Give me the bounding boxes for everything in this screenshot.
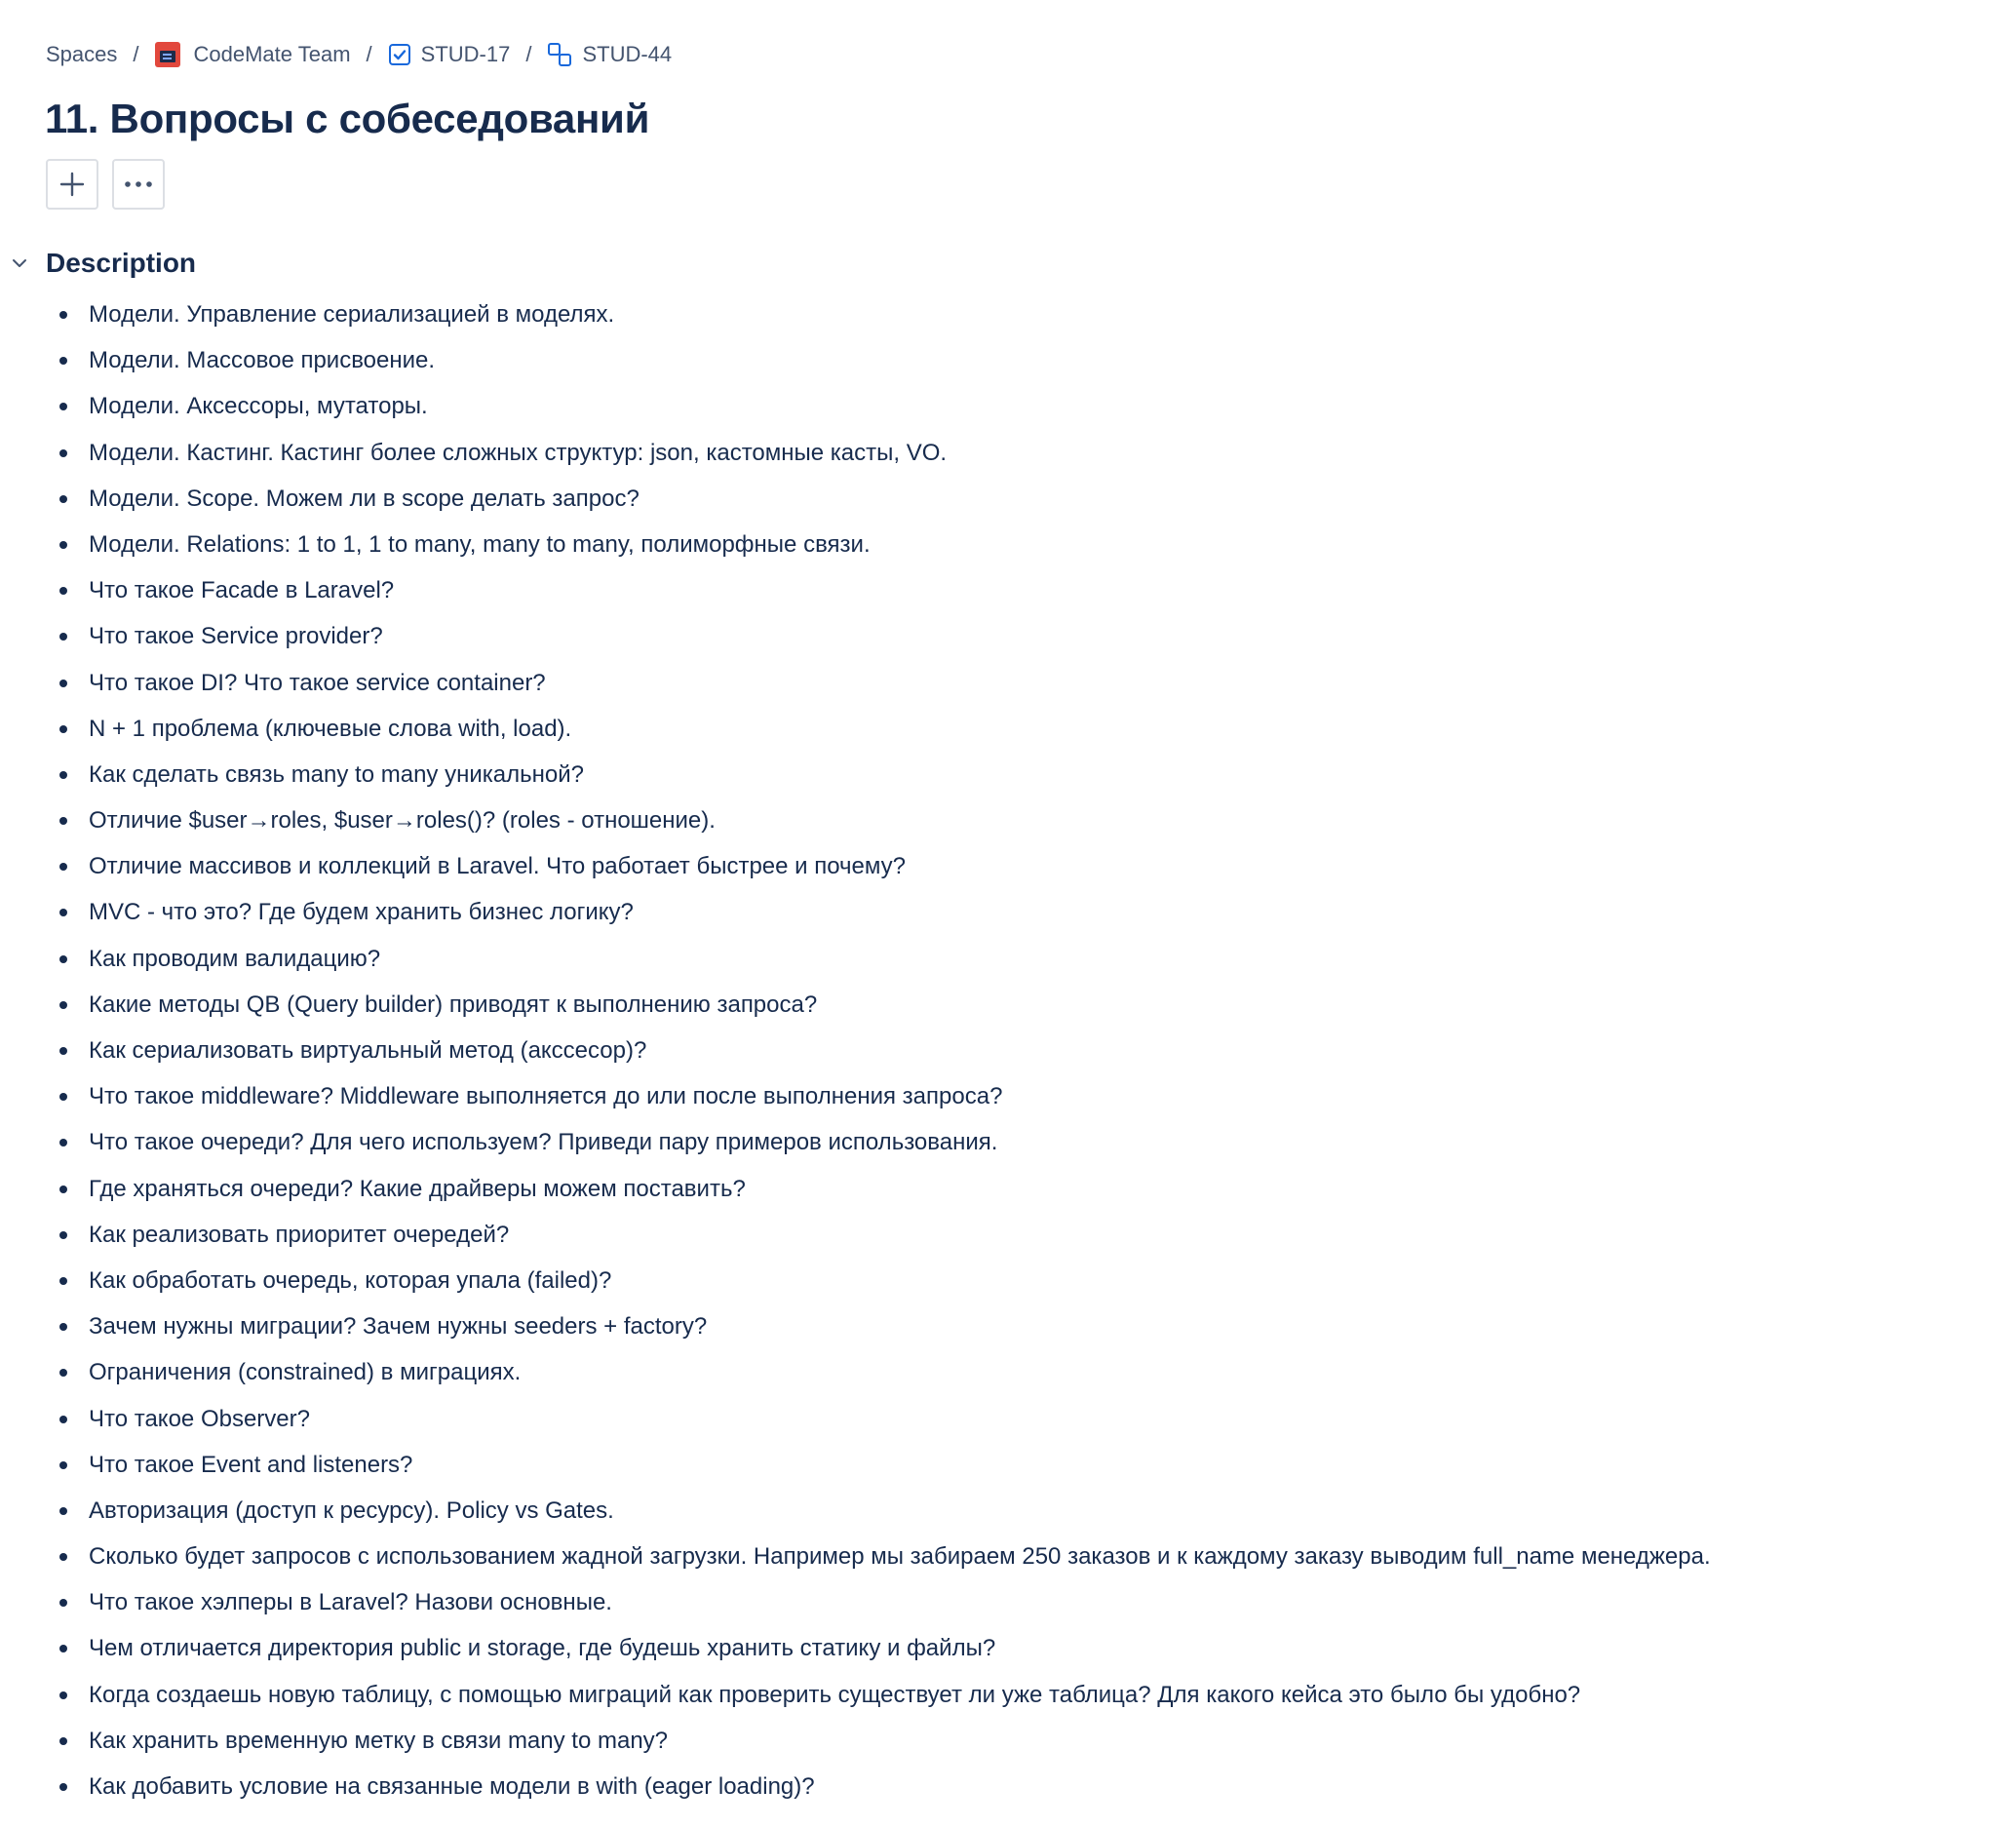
breadcrumb-separator: /	[133, 42, 139, 66]
breadcrumb-team-label: CodeMate Team	[193, 42, 351, 66]
list-item: Модели. Массовое присвоение.	[0, 337, 1711, 383]
breadcrumb	[46, 39, 672, 70]
more-horizontal-icon	[124, 180, 153, 188]
list-item: Ограничения (constrained) в миграциях.	[0, 1349, 1711, 1395]
list-item: Модели. Управление сериализацией в моделях.	[0, 292, 1711, 337]
list-item: Как реализовать приоритет очередей?	[0, 1212, 1711, 1258]
list-item: Что такое хэлперы в Laravel? Назови основные.	[0, 1579, 1711, 1625]
breadcrumb-spaces[interactable]	[46, 42, 117, 67]
chevron-down-icon	[8, 252, 31, 275]
list-item: Зачем нужны миграции? Зачем нужны seeders + factory?	[0, 1303, 1711, 1349]
list-item: Что такое Facade в Laravel?	[0, 567, 1711, 613]
list-item: Чем отличается директория public и storage, где будешь хранить статику и файлы?	[0, 1625, 1711, 1671]
list-item: Отличие массивов и коллекций в Laravel. Что работает быстрее и почему?	[0, 843, 1711, 889]
breadcrumb-current-issue[interactable]	[547, 42, 672, 67]
list-item: Что такое очереди? Для чего используем? Приведи пару примеров использования.	[0, 1119, 1711, 1165]
more-actions-button[interactable]	[112, 159, 165, 210]
list-item: Что такое Observer?	[0, 1396, 1711, 1442]
page-title[interactable]: 11. Вопросы с собеседований	[45, 96, 650, 141]
list-item: Как обработать очередь, которая упала (failed)?	[0, 1258, 1711, 1303]
list-item: Модели. Relations: 1 to 1, 1 to many, many to many, полиморфные связи.	[0, 522, 1711, 567]
breadcrumb-parent-issue[interactable]	[388, 42, 511, 67]
list-item: Какие методы QB (Query builder) приводят к выполнению запроса?	[0, 982, 1711, 1028]
breadcrumb-separator: /	[366, 42, 372, 66]
subtask-icon	[547, 42, 572, 67]
list-item: Где храняться очереди? Какие драйверы можем поставить?	[0, 1166, 1711, 1212]
breadcrumb-parent-label: STUD-17	[420, 42, 511, 66]
add-button[interactable]	[46, 159, 98, 210]
description-list[interactable]	[0, 292, 1711, 1809]
list-item: Сколько будет запросов с использованием жадной загрузки. Например мы забираем 250 заказов и к каждому заказу выводим full_name менеджера.	[0, 1534, 1711, 1579]
list-item: N + 1 проблема (ключевые слова with, load).	[0, 706, 1711, 752]
list-item: Как проводим валидацию?	[0, 936, 1711, 982]
list-item: Что такое Event and listeners?	[0, 1442, 1711, 1488]
list-item: Что такое middleware? Middleware выполняется до или после выполнения запроса?	[0, 1073, 1711, 1119]
list-item: Как добавить условие на связанные модели в with (eager loading)?	[0, 1764, 1711, 1809]
list-item: Отличие $user→roles, $user→roles()? (roles - отношение).	[0, 797, 1711, 843]
list-item: Как сериализовать виртуальный метод (акссесор)?	[0, 1028, 1711, 1073]
breadcrumb-current-label: STUD-44	[582, 42, 673, 66]
list-item: Как хранить временную метку в связи many to many?	[0, 1718, 1711, 1764]
issue-toolbar	[46, 159, 165, 210]
list-item: MVC - что это? Где будем хранить бизнес логику?	[0, 889, 1711, 935]
breadcrumb-spaces-label: Spaces	[46, 42, 118, 66]
list-item: Что такое Service provider?	[0, 613, 1711, 659]
list-item: Модели. Аксессоры, мутаторы.	[0, 383, 1711, 429]
plus-icon	[58, 171, 86, 198]
list-item: Модели. Scope. Можем ли в scope делать запрос?	[0, 476, 1711, 522]
breadcrumb-separator: /	[525, 42, 532, 66]
list-item: Модели. Кастинг. Кастинг более сложных структур: json, кастомные касты, VO.	[0, 430, 1711, 476]
breadcrumb-team[interactable]	[155, 42, 351, 67]
list-item: Что такое DI? Что такое service container?	[0, 660, 1711, 706]
description-header: Description	[46, 248, 197, 278]
task-checkbox-icon	[388, 43, 411, 66]
project-avatar-icon	[155, 42, 180, 67]
list-item: Когда создаешь новую таблицу, с помощью миграций как проверить существует ли уже таблица? Для какого кейса это было бы удобно?	[0, 1672, 1711, 1718]
list-item: Авторизация (доступ к ресурсу). Policy vs Gates.	[0, 1488, 1711, 1534]
list-item: Как сделать связь many to many уникальной?	[0, 752, 1711, 797]
description-toggle[interactable]	[8, 244, 196, 283]
